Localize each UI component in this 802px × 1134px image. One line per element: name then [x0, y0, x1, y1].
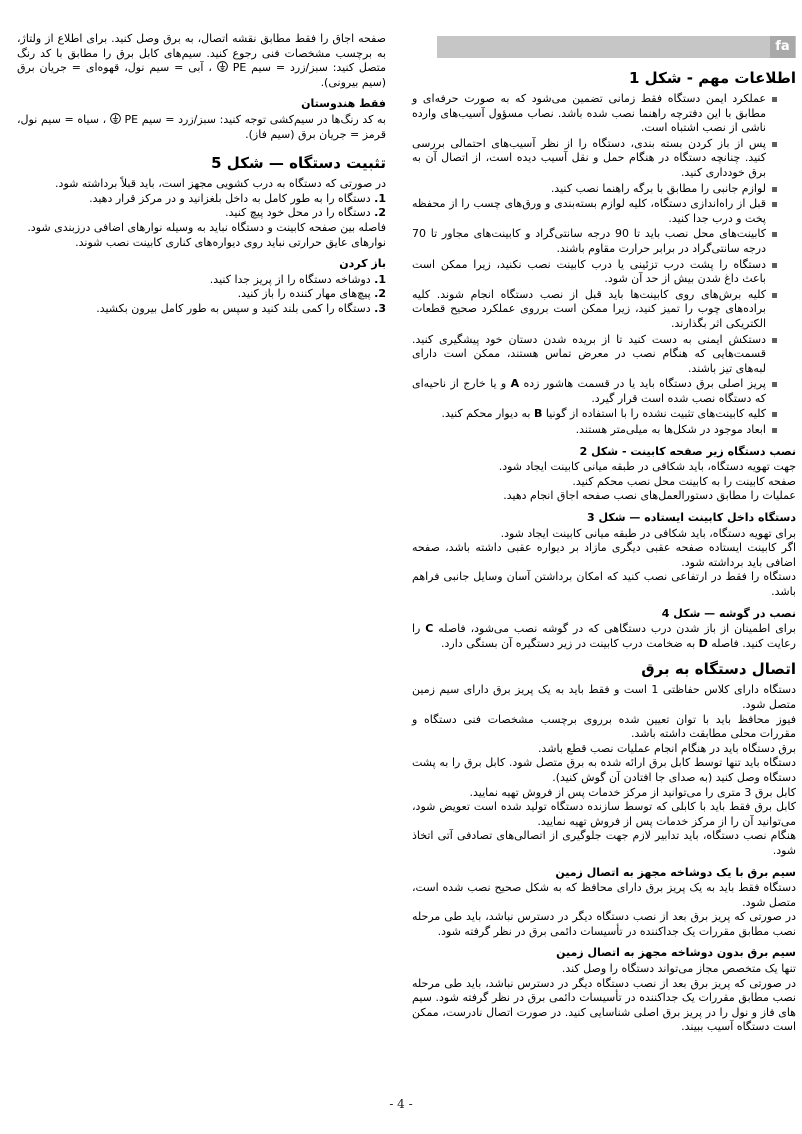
- power-paragraph: هنگام نصب دستگاه، باید تدابیر لازم جهت جلوگیری از اتصالی‌های تصادفی آتی اتخاذ شود.: [412, 829, 796, 857]
- removal-heading: باز کردن: [339, 257, 386, 271]
- list-item: لوازم جانبی را مطابق با برگه راهنما نصب کنید.: [412, 182, 796, 197]
- power-paragraph: دستگاه دارای کلاس حفاظتی 1 است و فقط باید به یک پریز برق دارای سیم زمین متصل شود.: [412, 683, 796, 711]
- earthed-plug-heading: سیم برق با یک دوشاخه مجهز به اتصال زمین: [555, 865, 796, 879]
- left-column: [17, 32, 386, 317]
- without-plug-heading: سیم برق بدون دوشاخه مجهز به اتصال زمین: [556, 946, 796, 960]
- language-tab-fa: fa: [770, 36, 795, 58]
- corner-paragraph: برای اطمینان از باز شدن درب دستگاهی که در گوشه نصب می‌شود، فاصله C را رعایت کنید. فاصله D به ضخامت درب کابینت در زیر دستگیره آن بستگی دارد.: [412, 622, 796, 650]
- power-paragraph: دستگاه باید تنها توسط کابل برق ارائه شده به برق متصل شود. کابل برق را به پشت دستگاه وصل کنید (به صدای جا افتادن آن گوش کنید).: [412, 756, 796, 784]
- fix-step: 1. دستگاه را به طور کامل به داخل بلغزانید و در مرکز قرار دهید.: [89, 191, 386, 205]
- language-bar: [437, 36, 796, 58]
- list-item: ابعاد موجود در شکل‌ها به میلی‌متر هستند.: [412, 423, 796, 438]
- list-item: پریز اصلی برق دستگاه باید یا در قسمت هاشور زده A و یا خارج از ناحیه‌ای که دستگاه نصب شده است قرار گیرد.: [412, 377, 796, 406]
- fix-step: 2. دستگاه را در محل خود پیچ کنید.: [225, 206, 386, 220]
- india-wiring-paragraph: به کد رنگ‌ها در سیم‌کشی توجه کنید: سبز/زرد = سیم PE ، سیاه = سیم نول، قرمز = جریان برق (سیم فاز).: [17, 112, 386, 141]
- power-paragraph: کابل برق فقط باید با کابلی که توسط سازنده دستگاه تولید شده است تعویض شود، می‌توانید آن را از مرکز خدمات پس از فروش تهیه نمایید.: [412, 800, 796, 828]
- india-only-heading: فقط هندوستان: [301, 97, 386, 111]
- list-item: کلیه کابینت‌های تثبیت نشده را با استفاده از گونیا B به دیوار محکم کنید.: [412, 407, 796, 422]
- under-worktop-heading: نصب دستگاه زیر صفحه کابینت - شکل 2: [579, 444, 796, 458]
- pe-earth-ground-icon: [217, 61, 228, 72]
- fix-intro-paragraph: در صورتی که دستگاه به درب کشویی مجهز است، باید قبلاً برداشته شود.: [55, 177, 386, 191]
- page-number: - 4 -: [389, 1097, 413, 1112]
- power-paragraph: برق دستگاه باید در هنگام انجام عملیات نصب قطع باشد.: [538, 741, 796, 755]
- securing-appliance-heading: تثبیت دستگاه — شکل 5: [211, 154, 386, 173]
- section-paragraph: صفحه کابینت را به کابینت محل نصب محکم کنید.: [572, 474, 796, 488]
- fix-note: فاصله بین صفحه کابینت و دستگاه نباید به وسیله نوارهای اضافی درزبندی شود.: [27, 220, 386, 234]
- power-paragraph: کابل برق 3 متری را می‌توانید از مرکز خدمات پس از فروش تهیه نمایید.: [469, 785, 796, 799]
- list-item: پس از باز کردن بسته بندی، دستگاه را از نظر آسیب‌های احتمالی بررسی کنید. چنانچه دستگاه در هنگام حمل و نقل آسیب دیده است، از اتصال آن به برق خودداری کنید.: [412, 137, 796, 181]
- electrical-connection-heading: اتصال دستگاه به برق: [641, 660, 796, 679]
- earthed-plug-paragraph: دستگاه فقط باید به یک پریز برق دارای محافظ که به شکل صحیح نصب شده است، متصل شود.: [412, 881, 796, 909]
- right-column: [412, 36, 796, 1035]
- hob-connection-paragraph: صفحه اجاق را فقط مطابق نقشه اتصال، به برق وصل کنید. برای اطلاع از ولتاژ، به برچسب مشخصات فنی رجوع کنید. سیم‌های کابل برق را مطابق با کد رنگ متصل کنید: سبز/زرد = سیم PE ، آبی = سیم نول، قهوه‌ای = جریان برق (سیم بیرونی).: [17, 32, 387, 89]
- pe-earth-ground-icon: [110, 113, 121, 124]
- section-paragraph: برای تهویه دستگاه، باید شکافی در طبقه میانی کابینت ایجاد شود.: [500, 526, 796, 540]
- fix-note: نوارهای عایق حرارتی نباید روی دیواره‌های کناری کابینت نصب شوند.: [75, 235, 386, 249]
- list-item: دستکش ایمنی به دست کنید تا از بریده شدن دستان خود پیشگیری کنید. قسمت‌هایی که هنگام نصب در معرض تماس هستند، ممکن است دارای لبه‌های تیز باشند.: [412, 333, 796, 377]
- earthed-plug-paragraph: در صورتی که پریز برق بعد از نصب دستگاه دیگر در دسترس نباشد، باید طی مرحله نصب مطابق مقررات یک جداکننده در تأسیسات دائمی برق در نظر گرفته شود.: [412, 910, 796, 938]
- removal-step: 3. دستگاه را کمی بلند کنید و سپس به طور کامل بیرون بکشید.: [96, 301, 386, 315]
- power-paragraph: فیوز محافظ باید با توان تعیین شده برروی برچسب مشخصات فنی دستگاه و مقررات محلی مطابقت داشته باشد.: [412, 712, 796, 741]
- list-item: دستگاه را پشت درب تزئینی یا درب کابینت نصب نکنید، زیرا ممکن است باعث داغ شدن بیش از حد آن شود.: [412, 258, 796, 287]
- important-info-list: [412, 92, 796, 438]
- list-item: عملکرد ایمن دستگاه فقط زمانی تضمین می‌شود که به صورت حرفه‌ای و مطابق با این دفترچه راهنما نصب شده باشد. نصاب مسؤول آسیب‌های وارده ناشی از نصب اشتباه است.: [412, 92, 796, 136]
- section-paragraph: عملیات را مطابق دستورالعمل‌های نصب صفحه اجاق انجام دهید.: [503, 489, 796, 503]
- list-item: قبل از راه‌اندازی دستگاه، کلیه لوازم بسته‌بندی و ورق‌های چسب را از محفظه پخت و درب جدا کنید.: [412, 197, 796, 226]
- section-paragraph: جهت تهویه دستگاه، باید شکافی در طبقه میانی کابینت ایجاد شود.: [498, 460, 796, 474]
- list-item: کابینت‌های محل نصب باید تا 90 درجه سانتی‌گراد و کابینت‌های مجاور تا 70 درجه سانتی‌گراد در برابر حرارت مقاوم باشند.: [412, 227, 796, 256]
- removal-step: 1. دوشاخه دستگاه را از پریز جدا کنید.: [209, 272, 386, 286]
- section-paragraph: اگر کابینت ایستاده صفحه عقبی دیگری مازاد بر دیواره عقبی داشته باشد، صفحه اضافی باید برداشته شود.: [412, 541, 796, 569]
- section-paragraph: دستگاه را فقط در ارتفاعی نصب کنید که امکان برداشتن آسان وسایل جانبی فراهم باشد.: [412, 570, 796, 598]
- important-info-heading: اطلاعات مهم - شکل 1: [629, 69, 796, 87]
- list-item: کلیه برش‌های روی کابینت‌ها باید قبل از نصب دستگاه انجام شوند. کلیه براده‌های چوب را تمیز کنید، زیرا ممکن است برروی عملکرد صحیح قطعات الکتریکی اثر بگذارند.: [412, 288, 796, 332]
- removal-step: 2. پیچ‌های مهار کننده را باز کنید.: [237, 287, 386, 301]
- corner-installation-heading: نصب در گوشه — شکل 4: [661, 606, 796, 620]
- without-plug-paragraph: تنها یک متخصص مجاز می‌تواند دستگاه را وصل کند.: [561, 962, 796, 976]
- tall-unit-heading: دستگاه داخل کابینت ایستاده — شکل 3: [587, 511, 796, 525]
- without-plug-paragraph: در صورتی که پریز برق بعد از نصب دستگاه دیگر در دسترس نباشد، باید طی مرحله نصب مطابق مقررات یک جداکننده در تأسیسات دائمی برق در نظر گرفته شود. سیم های فاز و نول را در پریز برق اصلی شناسایی کنید. در صورت اتصال نادرست، ممکن است دستگاه آسیب ببیند.: [412, 976, 796, 1034]
